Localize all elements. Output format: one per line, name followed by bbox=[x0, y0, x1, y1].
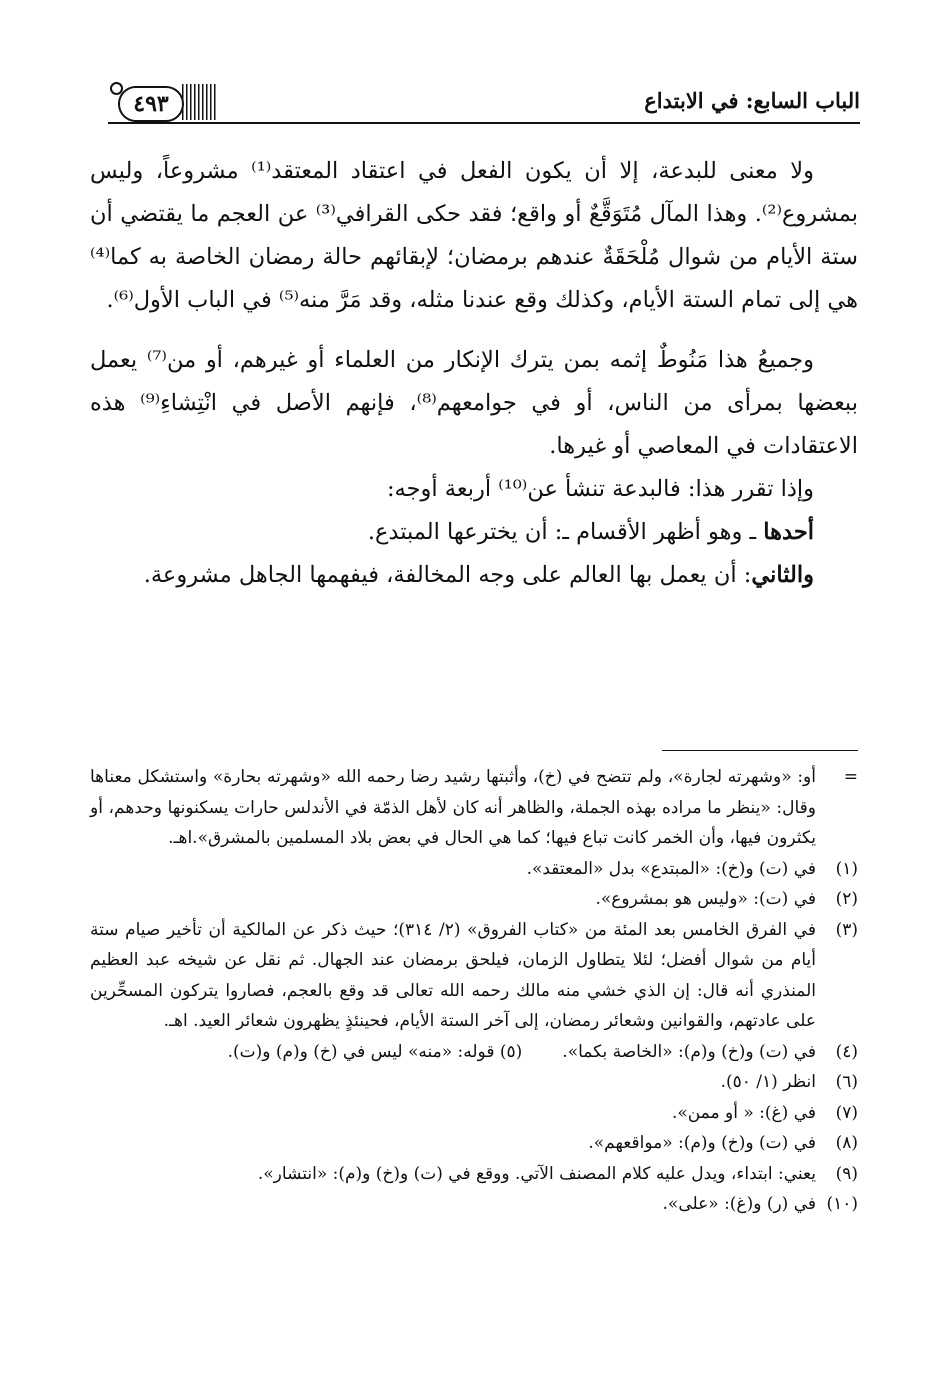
footnote-text: في الفرق الخامس بعد المئة من «كتاب الفروق» (٢/ ٣١٤)؛ حيث ذكر عن المالكية أن تأخير صيام ستة أيام من شوال أفضل؛ لئلا يتطاول الزمان، فيلحق برمضان عند الجهال. ثم نقل عن شيخه عبد العظيم المنذري أنه قال: إن الذي خشي منه مالك رحمه الله تعالى قد وقع بالعجم، فصاروا يتركون المسحِّرين على عادتهم، والقوانين وشعائر رمضان، إلى آخر الستة الأيام، فحينئذٍ يظهرون شعائر العيد. اهـ. bbox=[90, 919, 816, 1031]
footnote-7 bbox=[90, 1098, 858, 1129]
footnote-number: (٥) bbox=[499, 1041, 523, 1062]
footnote-10 bbox=[90, 1189, 858, 1220]
paragraph-5 bbox=[90, 554, 858, 597]
footnote-8 bbox=[90, 1128, 858, 1159]
continued-mark: = bbox=[843, 767, 858, 787]
footnote-4-5 bbox=[90, 1037, 858, 1068]
footnote-text: في (غ): « أو ممن». bbox=[671, 1102, 816, 1123]
footnote-continued-text: أو: «وشهرته لجارة»، ولم تتضح في (خ)، وأثبتها رشيد رضا رحمه الله «وشهرته بحارة» واستشكل معناها وقال: «ينظر ما مراده بهذه الجملة، والظاهر أنه كان لأهل الذمّة في الأندلس حارات يسكنونها وحدهم، أو يكثرون فيها، وأن الخمر كانت تباع فيها؛ كما هي الحال في بعض بلاد المسلمين بالمشرق».اهـ. bbox=[90, 767, 816, 848]
page-number-ornament bbox=[108, 82, 216, 122]
second-type-text: : أن يعمل بها العالم على وجه المخالفة، فيفهمها الجاهل مشروعة. bbox=[143, 562, 752, 588]
footnote-6 bbox=[90, 1067, 858, 1098]
footnotes bbox=[90, 762, 858, 1220]
paragraph-3: وإذا تقرر هذا: فالبدعة تنشأ عن⁽¹⁰⁾ أربعة أوجه: bbox=[386, 476, 814, 502]
footnote-number: (١) bbox=[835, 858, 858, 879]
second-type-label: والثاني bbox=[751, 562, 814, 588]
footnote-text: قوله: «منه» ليس في (خ) و(م) و(ت). bbox=[227, 1041, 495, 1062]
paragraph-2: وجميعُ هذا مَنُوطٌ إثمه بمن يترك الإنكار من العلماء أو غيرهم، أو من⁽⁷⁾ يعمل ببعضها بمرأى من الناس، أو في جوامعهم⁽⁸⁾، فإنهم الأصل في انْتِشاءِ⁽⁹⁾ هذه الاعتقادات في المعاصي أو غيرها. bbox=[90, 347, 858, 459]
footnote-number: (٧) bbox=[835, 1102, 858, 1123]
footnote-text: في (ت) و(خ) و(م): «مواقعهم». bbox=[588, 1133, 816, 1153]
first-type-label: أحدها bbox=[763, 519, 814, 545]
page-number: ٤٩٣ bbox=[118, 86, 184, 122]
first-type-text: ـ وهو أظهر الأقسام ـ: أن يخترعها المبتدع. bbox=[367, 519, 764, 545]
footnote-continued bbox=[90, 762, 858, 854]
footnote-text: في (ت): «وليس هو بمشروع». bbox=[595, 889, 816, 909]
footnote-text: في (ت) و(خ): «المبتدع» بدل «المعتقد». bbox=[526, 858, 816, 879]
footnote-text: انظر (١/ ٥٠). bbox=[720, 1072, 816, 1092]
chapter-title: الباب السابع: في الابتداع bbox=[644, 88, 860, 113]
running-header bbox=[108, 82, 860, 126]
footnote-3 bbox=[90, 915, 858, 1037]
ornament-lines bbox=[182, 84, 216, 120]
footnote-9 bbox=[90, 1159, 858, 1190]
paragraph-4 bbox=[90, 511, 858, 554]
main-text bbox=[90, 150, 858, 597]
footnote-separator bbox=[662, 750, 858, 751]
footnote-number: (٣) bbox=[835, 919, 858, 940]
footnote-text: في (ت) و(خ) و(م): «الخاصة بكما». bbox=[562, 1041, 816, 1062]
footnote-text: يعني: ابتداء، ويدل عليه كلام المصنف الآتي. ووقع في (ت) و(خ) و(م): «انتشار». bbox=[257, 1163, 816, 1184]
footnote-number: (٦) bbox=[835, 1072, 858, 1092]
footnote-number: (٨) bbox=[835, 1133, 858, 1153]
footnote-number: (١٠) bbox=[826, 1194, 858, 1214]
footnote-text: في (ر) و(غ): «على». bbox=[662, 1194, 816, 1214]
footnote-number: (٩) bbox=[835, 1163, 858, 1184]
header-rule bbox=[108, 122, 860, 124]
footnote-2 bbox=[90, 884, 858, 915]
footnote-1 bbox=[90, 854, 858, 885]
footnote-number: (٢) bbox=[835, 889, 858, 909]
paragraph-1: ولا معنى للبدعة، إلا أن يكون الفعل في اعتقاد المعتقد⁽¹⁾ مشروعاً، وليس بمشروع⁽²⁾. وهذا المآل مُتَوَقَّعٌ أو واقع؛ فقد حكى القرافي⁽³⁾ عن العجم ما يقتضي أن ستة الأيام من شوال مُلْحَقَةٌ عندهم برمضان؛ لإبقائهم حالة رمضان الخاصة به كما⁽⁴⁾ هي إلى تمام الستة الأيام، وكذلك وقع عندنا مثله، وقد مَرَّ منه⁽⁵⁾ في الباب الأول⁽⁶⁾. bbox=[90, 158, 859, 313]
footnote-number: (٤) bbox=[835, 1041, 858, 1062]
